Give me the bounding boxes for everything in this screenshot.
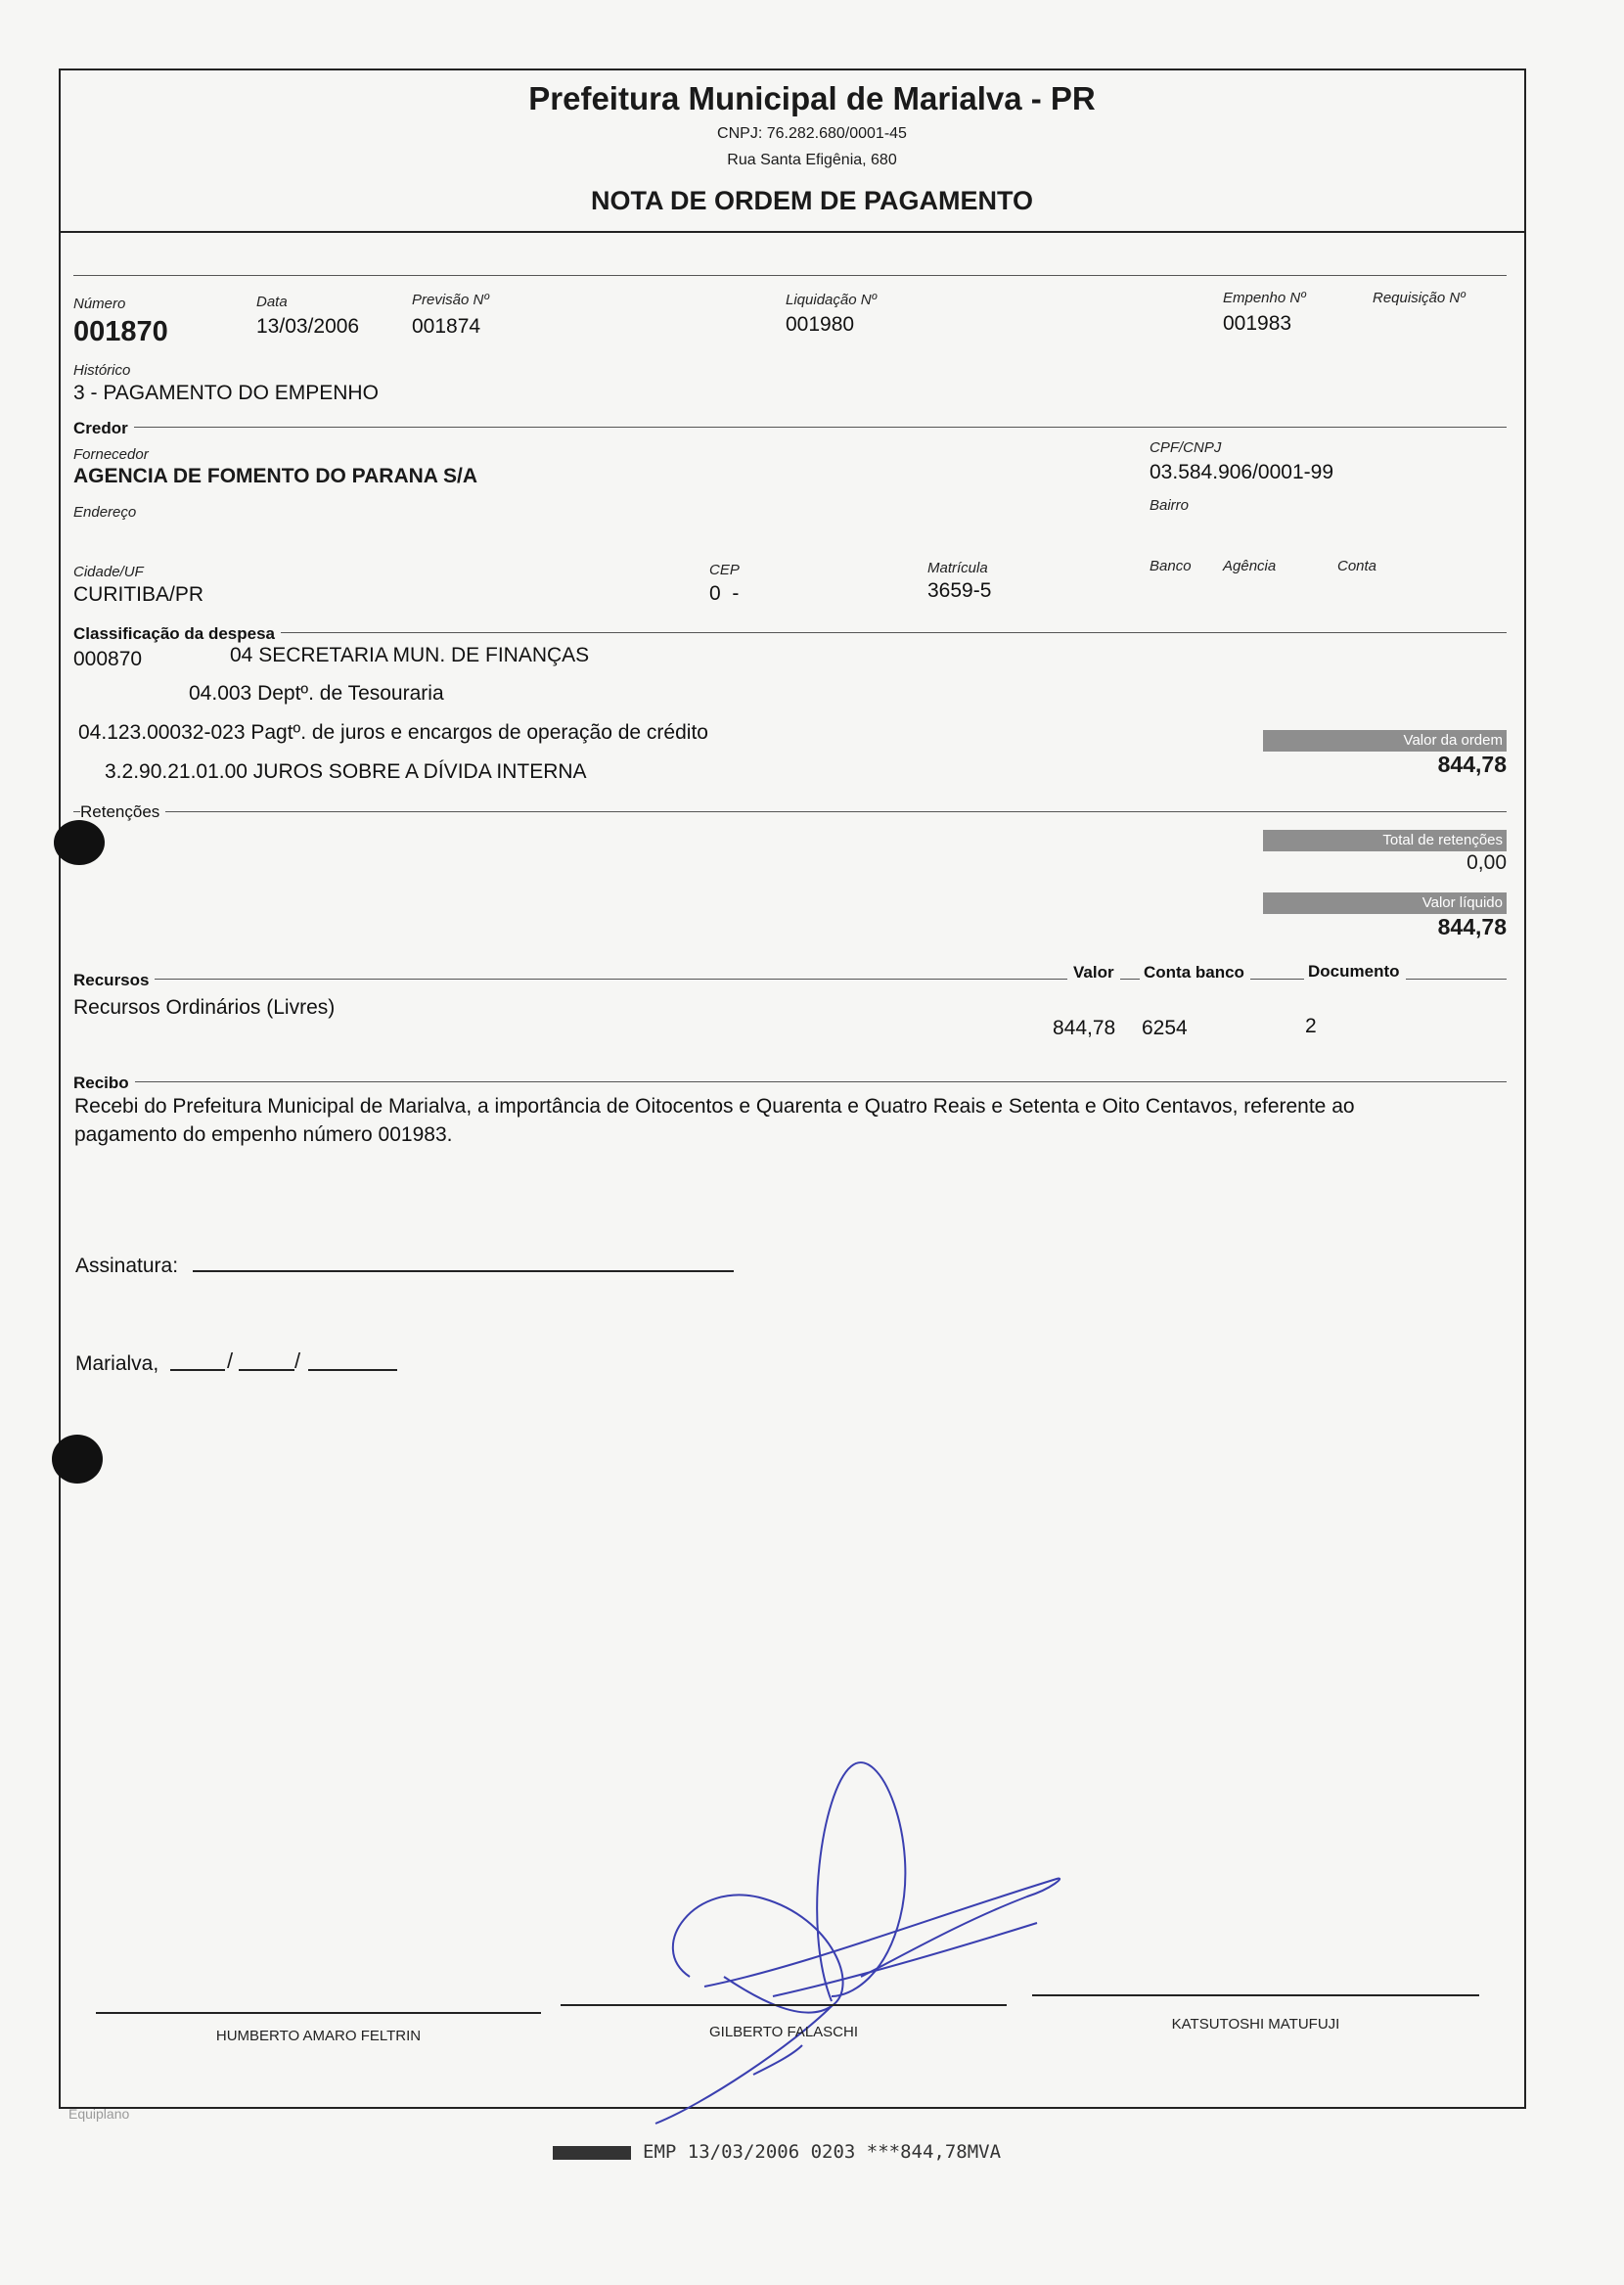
classificacao-line-3: 04.123.00032-023 Pagtº. de juros e encargos de operação de crédito (78, 721, 708, 744)
cpf-label: CPF/CNPJ (1150, 439, 1222, 456)
local-label: Marialva, (75, 1352, 159, 1375)
recursos-name: Recursos Ordinários (Livres) (73, 996, 336, 1019)
fornecedor-value: AGENCIA DE FOMENTO DO PARANA S/A (73, 465, 478, 487)
classificacao-divider (73, 632, 1507, 633)
previsao-label: Previsão Nº (412, 292, 489, 308)
payment-stamp (553, 2141, 1001, 2163)
stamp-mark-icon (553, 2146, 631, 2160)
previsao-value: 001874 (412, 315, 481, 338)
cep-value: 0 - (709, 582, 740, 605)
stamp-text: EMP 13/03/2006 0203 ***844,78MVA (643, 2141, 1002, 2163)
banco-label: Banco (1150, 558, 1192, 574)
signature-name-1: HUMBERTO AMARO FELTRIN (215, 2028, 422, 2044)
punch-hole-2 (52, 1435, 103, 1484)
cnpj-text: CNPJ: 76.282.680/0001-45 (717, 125, 907, 142)
total-retencoes-label: Total de retenções (1263, 830, 1507, 851)
data-label: Data (256, 294, 288, 310)
numero-label: Número (73, 296, 126, 312)
liquidacao-label: Liquidação Nº (786, 292, 878, 308)
matricula-value: 3659-5 (927, 579, 992, 602)
classificacao-section: Classificação da despesa (73, 624, 281, 644)
recibo-divider (73, 1081, 1507, 1082)
recursos-conta-header: Conta banco (1140, 963, 1250, 983)
retencoes-divider (73, 811, 1507, 812)
classificacao-line-1: 04 SECRETARIA MUN. DE FINANÇAS (230, 644, 590, 666)
recursos-valor: 844,78 (1053, 1017, 1116, 1039)
recibo-text-line-2: pagamento do empenho número 001983. (74, 1123, 453, 1146)
credor-divider (73, 427, 1507, 428)
recursos-documento: 2 (1305, 1015, 1317, 1037)
assinatura-line (193, 1270, 734, 1272)
recursos-divider (73, 979, 1507, 980)
municipality-title: Prefeitura Municipal de Marialva - PR (528, 80, 1096, 116)
requisicao-label: Requisição Nº (1373, 290, 1466, 306)
punch-hole-1 (54, 820, 105, 865)
numero-value: 001870 (73, 316, 168, 347)
valor-liquido-label: Valor líquido (1263, 892, 1507, 914)
recibo-section: Recibo (73, 1074, 135, 1093)
liquidacao-value: 001980 (786, 313, 855, 336)
classificacao-line-4: 3.2.90.21.01.00 JUROS SOBRE A DÍVIDA INTERNA (105, 760, 587, 783)
fornecedor-label: Fornecedor (73, 446, 149, 463)
valor-liquido-value: 844,78 (1437, 914, 1507, 939)
retencoes-section: Retenções (80, 802, 165, 822)
matricula-label: Matrícula (927, 560, 988, 576)
valor-ordem-label: Valor da ordem (1263, 730, 1507, 752)
document-page: Prefeitura Municipal de Marialva - PR CNPJ: 76.282.680/0001-45 Rua Santa Efigênia, 680 NOTA DE ORDEM DE PAGAMENTO Número 001870 Data 13/03/2006 Previsão Nº 001874 Liquidação Nº 001980 Empenho Nº 001983 Requisição Nº Histórico 3 - PAGAMENTO DO EMPENHO Credor Fornecedor AGENCIA DE FOMENTO DO PARANA S/A CPF/CNPJ 03.584.906/0001-99 Endereço Bairro Cidade/UF CURITIBA/PR CEP 0 - Matrícula 3659-5 Banco Agência Conta Classificação da despesa 000870 04 SECRETARIA MUN. DE FINANÇAS 04.003 Deptº. de Tesouraria 04.123.00032-023 Pagtº. de juros e encargos de operação de crédito 3.2.90.21.01.00 JUROS SOBRE A DÍVIDA INTERNA Valor da ordem 844,78 Retenções Total de retenções 0,00 Valor líquido 844,78 Recursos Valor Conta banco Documento Recursos Ordinários (Livres) 844,78 6254 2 Recibo Recebi do Prefeitura Municipal de Marialva, a importância de Oitocentos e Quarenta e Quatro Reais e Setenta e Oito Centavos, referente ao pagamento do empenho número 001983. Assinatura: Marialva, / / HUMBERTO AMARO FELTRIN GILBERTO FALASCHI KATSUTOSHI MATUFUJI Equiplano EMP 13/03/2006 0203 ***844,78MVA (0, 0, 1624, 2285)
cidade-value: CURITIBA/PR (73, 583, 204, 606)
credor-section: Credor (73, 419, 134, 438)
document-title: NOTA DE ORDEM DE PAGAMENTO (590, 186, 1033, 215)
signature-name-3: KATSUTOSHI MATUFUJI (1171, 2016, 1340, 2033)
total-retencoes-value: 0,00 (1466, 851, 1507, 874)
data-value: 13/03/2006 (256, 315, 360, 338)
historico-label: Histórico (73, 362, 131, 379)
conta-label: Conta (1337, 558, 1377, 574)
recursos-section: Recursos (73, 971, 155, 990)
classificacao-line-2: 04.003 Deptº. de Tesouraria (189, 682, 444, 705)
cidade-label: Cidade/UF (73, 564, 144, 580)
signature-name-2: GILBERTO FALASCHI (709, 2024, 858, 2040)
header-divider (59, 231, 1526, 233)
assinatura-label: Assinatura: (75, 1255, 179, 1277)
empenho-value: 001983 (1223, 312, 1292, 335)
signature-line-1 (96, 2012, 541, 2014)
agencia-label: Agência (1223, 558, 1277, 574)
handwritten-signature (607, 1752, 1115, 2163)
signature-line-3 (1032, 1994, 1479, 1996)
bairro-label: Bairro (1150, 497, 1190, 514)
address-text: Rua Santa Efigênia, 680 (727, 152, 897, 168)
historico-value: 3 - PAGAMENTO DO EMPENHO (73, 382, 379, 404)
valor-ordem-value: 844,78 (1437, 752, 1507, 777)
endereco-label: Endereço (73, 504, 137, 521)
ids-divider (73, 275, 1507, 276)
cpf-value: 03.584.906/0001-99 (1150, 461, 1334, 483)
recursos-documento-header: Documento (1304, 962, 1406, 982)
empenho-label: Empenho Nº (1223, 290, 1306, 306)
recursos-valor-header: Valor (1067, 963, 1120, 983)
classificacao-code: 000870 (73, 648, 143, 670)
recursos-conta: 6254 (1142, 1017, 1188, 1039)
signature-line-2 (561, 2004, 1007, 2006)
cep-label: CEP (709, 562, 740, 578)
recibo-text-line-1: Recebi do Prefeitura Municipal de Marialva, a importância de Oitocentos e Quarenta e Quatro Reais e Setenta e Oito Centavos, referente ao (74, 1095, 1355, 1118)
footer-brand: Equiplano (68, 2106, 130, 2122)
